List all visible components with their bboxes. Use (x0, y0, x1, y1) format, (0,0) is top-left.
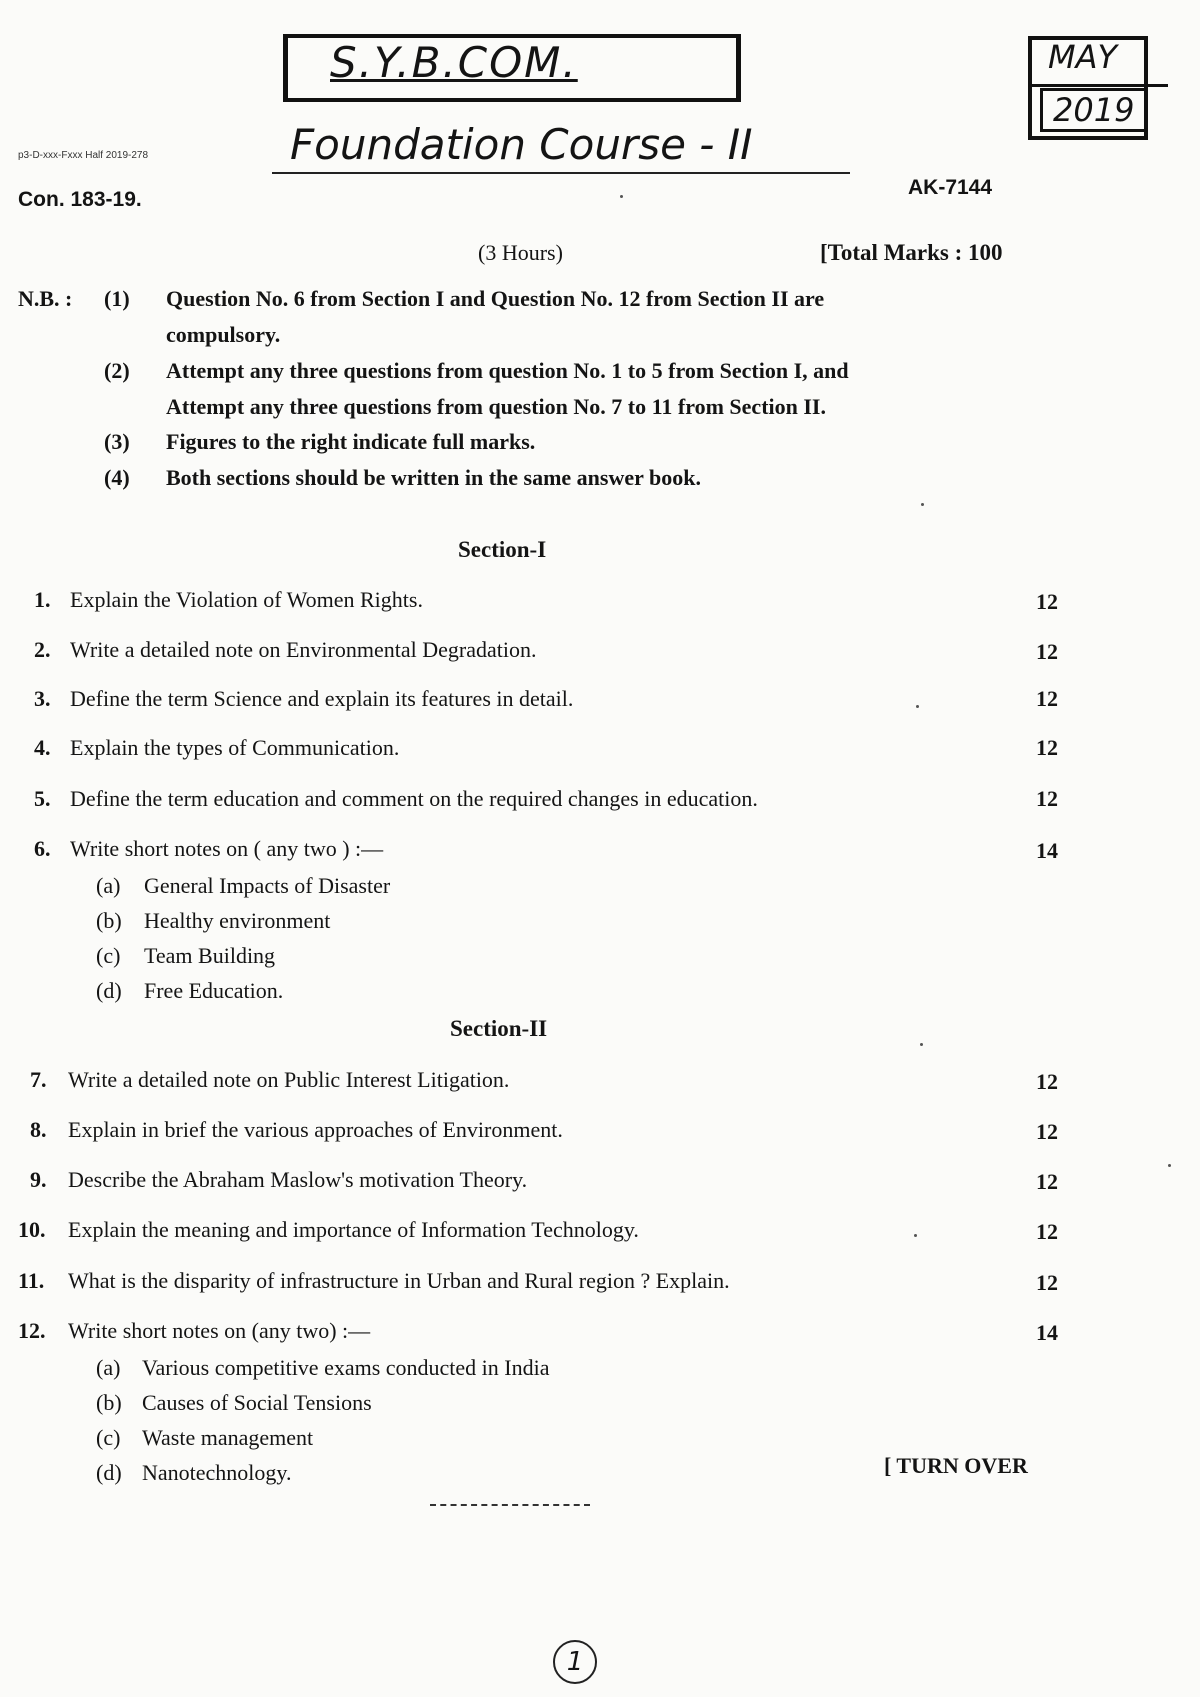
instruction-text: Both sections should be written in the same answer book. (166, 465, 701, 490)
sub-question-label: (b) (96, 908, 122, 933)
instruction-text: Attempt any three questions from question No. 7 to 11 from Section II. (166, 394, 826, 419)
sub-question-label: (a) (96, 873, 121, 898)
scan-speck (916, 705, 919, 708)
scan-speck (921, 503, 924, 506)
question-marks: 12 (1036, 1069, 1058, 1094)
scan-speck (920, 1043, 923, 1046)
question-marks: 14 (1036, 838, 1058, 863)
question-number: 9. (30, 1167, 47, 1192)
question-number: 11. (18, 1268, 45, 1293)
question-text: Explain the types of Communication. (70, 735, 400, 760)
sub-question-text: Free Education. (144, 978, 284, 1003)
instruction-number: (2) (104, 358, 130, 383)
sub-question-label: (b) (96, 1390, 122, 1415)
print-code: p3-D-xxx-Fxxx Half 2019-278 (18, 150, 149, 161)
instruction-text: Question No. 6 from Section I and Question No. 12 from Section II are (166, 286, 825, 311)
con-number: Con. 183-19. (18, 188, 142, 211)
question-marks: 14 (1036, 1320, 1058, 1345)
scan-speck (1168, 1164, 1171, 1167)
question-text: Explain the meaning and importance of Information Technology. (68, 1217, 639, 1242)
scan-speck (914, 1234, 917, 1237)
sub-question-label: (c) (96, 943, 121, 968)
end-divider (430, 1504, 590, 1506)
course-title: S.Y.B.COM. (330, 38, 578, 87)
question-text: Write a detailed note on Environmental Degradation. (70, 637, 537, 662)
question-marks: 12 (1036, 639, 1058, 664)
section-1-heading: Section-I (458, 537, 547, 562)
question-text: Explain the Violation of Women Rights. (70, 587, 423, 612)
question-number: 12. (18, 1318, 46, 1343)
section-2-heading: Section-II (450, 1016, 548, 1041)
instruction-number: (4) (104, 465, 130, 490)
sub-question-text: General Impacts of Disaster (144, 873, 391, 898)
scan-speck (620, 195, 623, 198)
question-text: Write a detailed note on Public Interest Litigation. (68, 1067, 510, 1092)
question-text: Write short notes on ( any two ) :— (70, 836, 384, 861)
question-number: 4. (34, 735, 51, 760)
sub-question-text: Nanotechnology. (142, 1460, 292, 1485)
exam-year: 2019 (1040, 88, 1147, 132)
subject-title: Foundation Course - II (290, 120, 753, 169)
question-number: 10. (18, 1217, 46, 1242)
question-text: Explain in brief the various approaches of Environment. (68, 1117, 563, 1142)
sub-question-text: Causes of Social Tensions (142, 1390, 372, 1415)
instruction-number: (1) (104, 286, 130, 311)
question-number: 1. (34, 587, 51, 612)
sub-question-text: Healthy environment (144, 908, 331, 933)
exam-duration: (3 Hours) (478, 240, 563, 265)
sub-question-text: Various competitive exams conducted in India (142, 1355, 550, 1380)
question-number: 5. (34, 786, 51, 811)
question-marks: 12 (1036, 1169, 1058, 1194)
question-text: Define the term education and comment on the required changes in education. (70, 786, 758, 811)
question-marks: 12 (1036, 1119, 1058, 1144)
question-text: What is the disparity of infrastructure in Urban and Rural region ? Explain. (68, 1268, 730, 1293)
subject-underline (272, 172, 850, 174)
sub-question-text: Team Building (144, 943, 276, 968)
sub-question-label: (d) (96, 978, 122, 1003)
total-marks: [Total Marks : 100 (820, 240, 1003, 265)
date-divider (1028, 84, 1168, 87)
question-number: 6. (34, 836, 51, 861)
exam-month: MAY (1048, 38, 1118, 76)
instruction-text: Figures to the right indicate full marks. (166, 429, 536, 454)
question-marks: 12 (1036, 735, 1058, 760)
question-marks: 12 (1036, 1270, 1058, 1295)
question-number: 2. (34, 637, 51, 662)
question-marks: 12 (1036, 589, 1058, 614)
sub-question-label: (a) (96, 1355, 121, 1380)
question-number: 7. (30, 1067, 47, 1092)
sub-question-text: Waste management (142, 1425, 314, 1450)
page-number: 1 (553, 1640, 597, 1684)
question-text: Write short notes on (any two) :— (68, 1318, 371, 1343)
turn-over-label: [ TURN OVER (884, 1453, 1028, 1478)
question-marks: 12 (1036, 686, 1058, 711)
question-number: 8. (30, 1117, 47, 1142)
question-marks: 12 (1036, 1219, 1058, 1244)
question-marks: 12 (1036, 786, 1058, 811)
instruction-text: Attempt any three questions from question No. 1 to 5 from Section I, and (166, 358, 849, 383)
question-text: Define the term Science and explain its features in detail. (70, 686, 574, 711)
instruction-text: compulsory. (166, 322, 281, 347)
instruction-number: (3) (104, 429, 130, 454)
sub-question-label: (d) (96, 1460, 122, 1485)
question-number: 3. (34, 686, 51, 711)
question-text: Describe the Abraham Maslow's motivation Theory. (68, 1167, 528, 1192)
instructions-label: N.B. : (18, 286, 73, 311)
paper-code: AK-7144 (908, 176, 993, 199)
sub-question-label: (c) (96, 1425, 121, 1450)
